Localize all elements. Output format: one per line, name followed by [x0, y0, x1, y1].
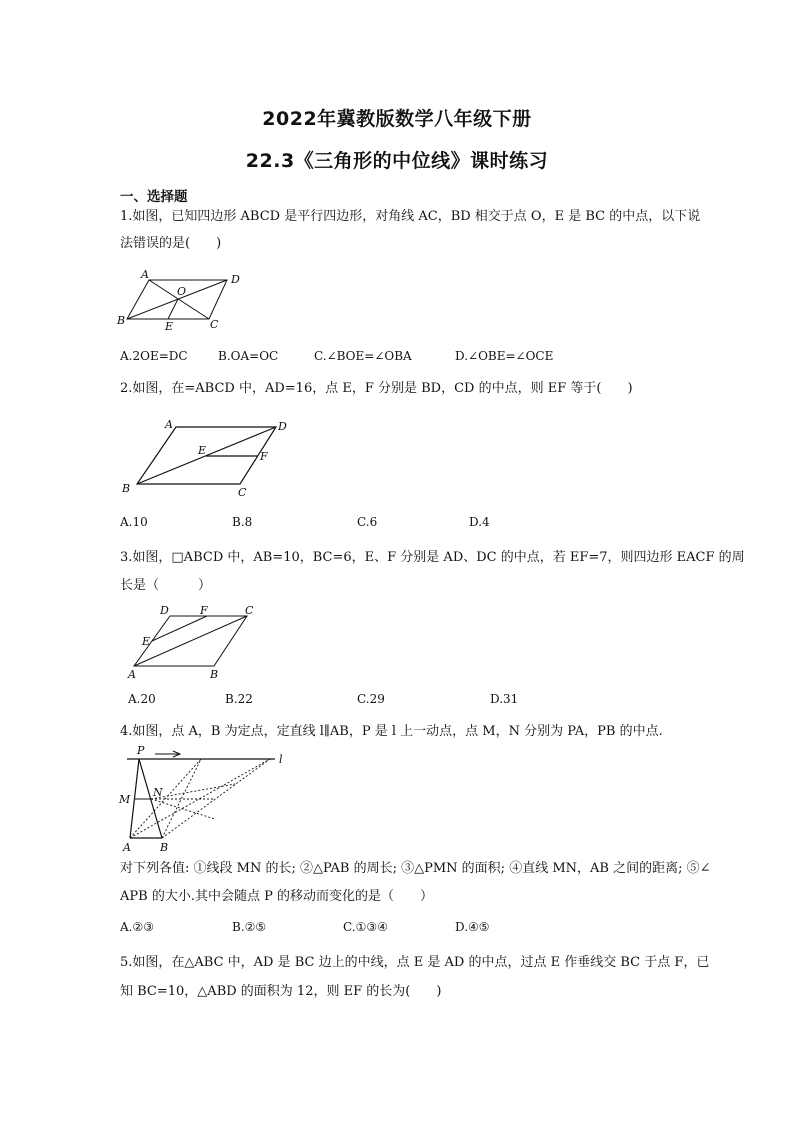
document-title: 2022年冀教版数学八年级下册: [262, 108, 532, 130]
question-4-option-d[interactable]: D.④⑤: [455, 920, 490, 934]
label-l: l: [279, 753, 283, 766]
label-d: D: [160, 604, 169, 617]
question-3-option-a[interactable]: A.20: [128, 692, 156, 706]
question-1-option-a[interactable]: A.2OE=DC: [120, 349, 188, 363]
label-a: A: [128, 668, 136, 681]
question-2-line-1: 2.如图，在=ABCD 中，AD=16，点 E，F 分别是 BD，CD 的中点，则 EF 等于( ): [120, 381, 633, 396]
question-1-figure: [115, 268, 255, 334]
label-a: A: [123, 841, 131, 854]
question-4-option-a[interactable]: A.②③: [120, 920, 154, 934]
label-b: B: [160, 841, 169, 854]
question-2-option-b[interactable]: B.8: [232, 515, 253, 529]
label-d: D: [278, 420, 287, 433]
label-b: B: [122, 482, 131, 495]
question-2-option-d[interactable]: D.4: [469, 515, 490, 529]
question-4-line-1: 4.如图，点 A，B 为定点，定直线 l∥AB，P 是 l 上一动点，点 M，N 分别为 PA，PB 的中点.: [120, 724, 663, 739]
label-c: C: [210, 318, 219, 331]
label-a: A: [165, 418, 173, 431]
question-1-option-d[interactable]: D.∠OBE=∠OCE: [455, 349, 554, 363]
question-3-option-b[interactable]: B.22: [225, 692, 253, 706]
label-e: E: [165, 320, 174, 333]
label-f: F: [260, 450, 268, 463]
question-3-option-c[interactable]: C.29: [357, 692, 385, 706]
question-1-line-2: 法错误的是( ): [120, 236, 222, 251]
label-e: E: [198, 444, 207, 457]
question-4-option-b[interactable]: B.②⑤: [232, 920, 267, 934]
question-4-line-3: APB 的大小.其中会随点 P 的移动而变化的是（ ）: [120, 889, 433, 904]
label-n: N: [153, 786, 163, 799]
label-o: O: [177, 285, 187, 298]
label-m: M: [119, 793, 131, 806]
label-c: C: [238, 486, 247, 499]
question-1-line-1: 1.如图，已知四边形 ABCD 是平行四边形，对角线 AC，BD 相交于点 O，E 是 BC 的中点，以下说: [120, 209, 701, 224]
question-1-option-b[interactable]: B.OA=OC: [218, 349, 279, 363]
question-4-line-2: 对下列各值: ①线段 MN 的长; ②△PAB 的周长; ③△PMN 的面积; ④直线 MN，AB 之间的距离; ⑤∠: [120, 861, 711, 876]
section-heading: 一、选择题: [120, 189, 188, 205]
label-b: B: [117, 314, 126, 327]
question-4-figure: [115, 744, 295, 856]
label-a: A: [141, 268, 149, 281]
label-p: P: [137, 744, 145, 757]
label-e: E: [142, 635, 151, 648]
question-1-option-c[interactable]: C.∠BOE=∠OBA: [314, 349, 412, 363]
question-3-figure: [122, 602, 262, 682]
question-4-option-c[interactable]: C.①③④: [343, 920, 388, 934]
question-2-figure: [118, 414, 294, 500]
question-3-option-d[interactable]: D.31: [490, 692, 519, 706]
label-b: B: [210, 668, 219, 681]
label-f: F: [200, 604, 208, 617]
question-3-line-1: 3.如图，□ABCD 中，AB=10，BC=6，E、F 分别是 AD、DC 的中点，若 EF=7，则四边形 EACF 的周: [120, 550, 745, 565]
question-5-line-1: 5.如图，在△ABC 中，AD 是 BC 边上的中线，点 E 是 AD 的中点，过点 E 作垂线交 BC 于点 F，已: [120, 955, 710, 970]
document-subtitle: 22.3《三角形的中位线》课时练习: [245, 150, 549, 172]
question-2-option-c[interactable]: C.6: [357, 515, 378, 529]
question-3-line-2: 长是（ ）: [120, 578, 212, 593]
question-2-option-a[interactable]: A.10: [120, 515, 148, 529]
label-d: D: [231, 273, 240, 286]
label-c: C: [245, 604, 254, 617]
question-5-line-2: 知 BC=10，△ABD 的面积为 12，则 EF 的长为( ): [120, 984, 442, 999]
